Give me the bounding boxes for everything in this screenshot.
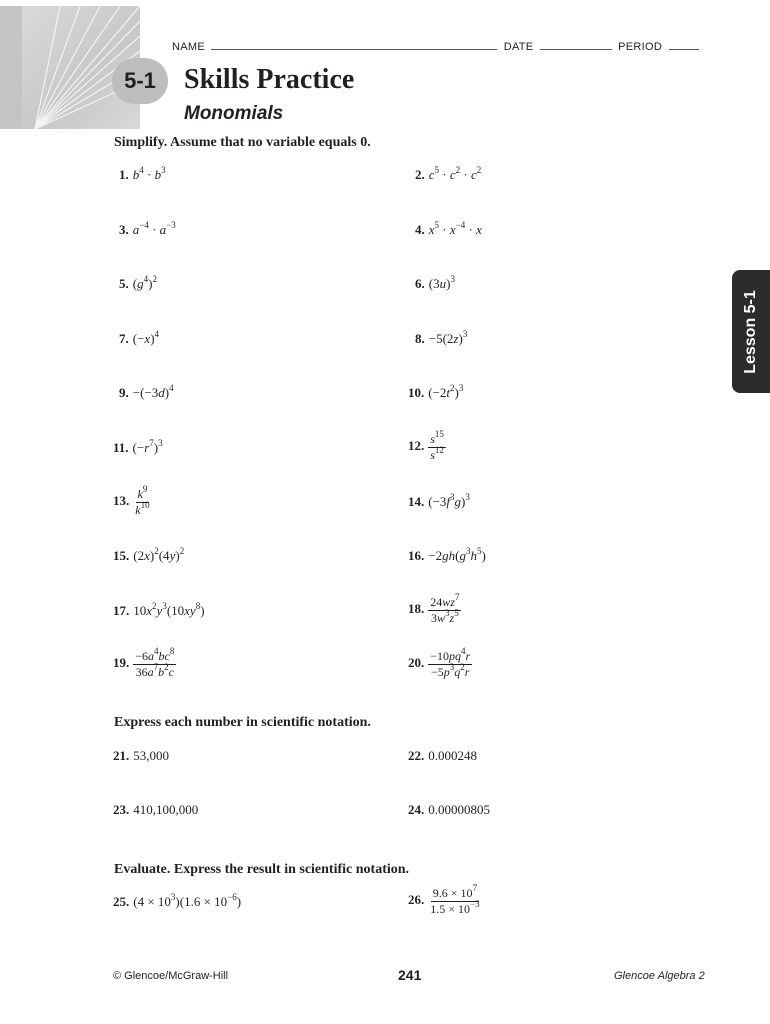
problem-8: 8. $-5(2z)^3$: [415, 329, 468, 346]
section-evaluate-heading: Evaluate. Express the result in scientific notation.: [114, 862, 410, 877]
problem-17: 17. $10x^2y^3(10xy^8)$: [113, 601, 205, 618]
lesson-badge: 5-1: [112, 58, 168, 104]
problem-24: 24. 0.00000805: [408, 802, 490, 817]
problem-3: 3. $a^{-4} \cdot a^{-3}$: [119, 220, 176, 237]
problem-9: 9. $-(-3d)^4$: [119, 383, 174, 400]
footer-publisher: © Glencoe/McGraw-Hill: [113, 970, 229, 982]
problem-26: 26. $\frac{9.6 \times 10^7}{1.5 \times 10^{-3}}$: [408, 883, 480, 916]
problem-19: 19. $\frac{-6a^4bc^8}{36a^7b^2c}$: [113, 646, 175, 679]
problem-5: 5. $(g^4)^2$: [119, 274, 157, 291]
problem-15: 15. $(2x)^2(4y)^2$: [113, 546, 185, 563]
problem-2: 2. $c^5 \cdot c^2 \cdot c^2$: [415, 165, 482, 182]
problem-21: 21. 53,000: [113, 748, 169, 763]
problem-16: 16. $-2gh(g^3h^5)$: [408, 546, 486, 563]
period-label: PERIOD: [618, 41, 663, 53]
page-number: 241: [398, 967, 422, 983]
section-simplify-heading: Simplify. Assume that no variable equals 0.: [114, 135, 371, 150]
problem-18: 18. $\frac{24wz^7}{3w^3z^5}$: [408, 592, 460, 625]
problem-11: 11. $(-r^7)^3$: [113, 438, 163, 455]
problem-6: 6. $(3u)^3$: [415, 274, 455, 291]
page-subtitle: Monomials: [184, 103, 284, 124]
problem-7: 7. $(-x)^4$: [119, 329, 160, 346]
footer-book-title: Glencoe Algebra 2: [614, 970, 705, 982]
date-line: [540, 40, 612, 50]
problem-1: 1. $b^4 \cdot b^3$: [119, 165, 166, 182]
problem-22: 22. 0.000248: [408, 748, 477, 763]
problem-10: 10. $(-2t^2)^3$: [408, 383, 464, 400]
problem-13: 13. $\frac{k^9}{k^{10}}$: [113, 484, 150, 517]
lesson-side-tab: Lesson 5-1: [732, 270, 770, 393]
problem-14: 14. $(-3f^3g)^3$: [408, 492, 470, 509]
problem-23: 23. 410,100,000: [113, 802, 199, 817]
date-label: DATE: [503, 41, 534, 53]
name-date-period-row: [172, 40, 702, 53]
page-title: Skills Practice: [184, 64, 355, 95]
problem-20: 20. $\frac{-10pq^4r}{-5p^3q^2r}$: [408, 646, 471, 679]
period-line: [669, 40, 699, 50]
problem-4: 4. $x^5 \cdot x^{-4} \cdot x$: [415, 220, 482, 237]
name-line: [211, 40, 497, 50]
name-label: NAME: [172, 41, 205, 53]
section-scientific-heading: Express each number in scientific notation.: [114, 715, 371, 730]
problem-25: 25. $(4 \times 10^3)(1.6 \times 10^{-6})$: [113, 892, 242, 909]
problem-12: 12. $\frac{s^{15}}{s^{12}}$: [408, 429, 444, 462]
